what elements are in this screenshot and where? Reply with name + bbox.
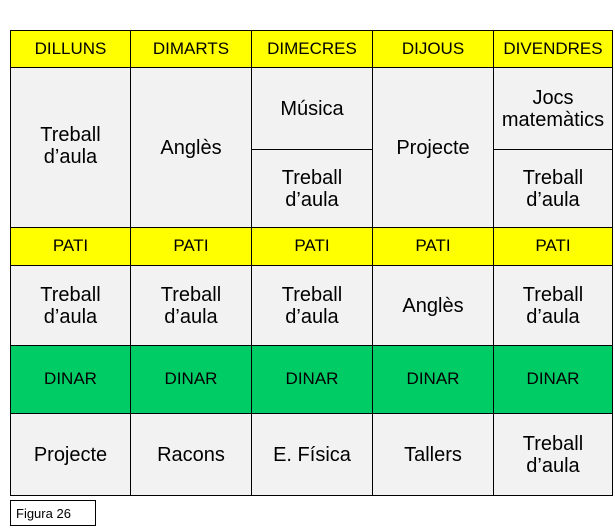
midday-thursday: Anglès xyxy=(373,266,494,346)
morning-wednesday-bottom: Treball d’aula xyxy=(252,150,373,228)
midday-wednesday: Treball d’aula xyxy=(252,266,373,346)
day-header-thursday: DIJOUS xyxy=(373,30,494,68)
break-wednesday: PATI xyxy=(252,228,373,266)
break-friday: PATI xyxy=(494,228,613,266)
day-header-wednesday: DIMECRES xyxy=(252,30,373,68)
morning-friday-bottom: Treball d’aula xyxy=(494,150,613,228)
morning-tuesday: Anglès xyxy=(131,68,252,228)
morning-monday: Treball d’aula xyxy=(10,68,131,228)
morning-wednesday-top: Música xyxy=(252,68,373,150)
lunch-thursday: DINAR xyxy=(373,346,494,414)
lunch-friday: DINAR xyxy=(494,346,613,414)
day-header-friday: DIVENDRES xyxy=(494,30,613,68)
day-header-monday: DILLUNS xyxy=(10,30,131,68)
lunch-monday: DINAR xyxy=(10,346,131,414)
afternoon-friday: Treball d’aula xyxy=(494,414,613,496)
figure-caption: Figura 26 xyxy=(10,500,96,526)
lunch-wednesday: DINAR xyxy=(252,346,373,414)
break-monday: PATI xyxy=(10,228,131,266)
morning-friday-top: Jocs matemàtics xyxy=(494,68,613,150)
day-header-tuesday: DIMARTS xyxy=(131,30,252,68)
lunch-tuesday: DINAR xyxy=(131,346,252,414)
morning-thursday: Projecte xyxy=(373,68,494,228)
break-tuesday: PATI xyxy=(131,228,252,266)
midday-tuesday: Treball d’aula xyxy=(131,266,252,346)
afternoon-monday: Projecte xyxy=(10,414,131,496)
afternoon-wednesday: E. Física xyxy=(252,414,373,496)
afternoon-thursday: Tallers xyxy=(373,414,494,496)
break-thursday: PATI xyxy=(373,228,494,266)
midday-monday: Treball d’aula xyxy=(10,266,131,346)
midday-friday: Treball d’aula xyxy=(494,266,613,346)
afternoon-tuesday: Racons xyxy=(131,414,252,496)
